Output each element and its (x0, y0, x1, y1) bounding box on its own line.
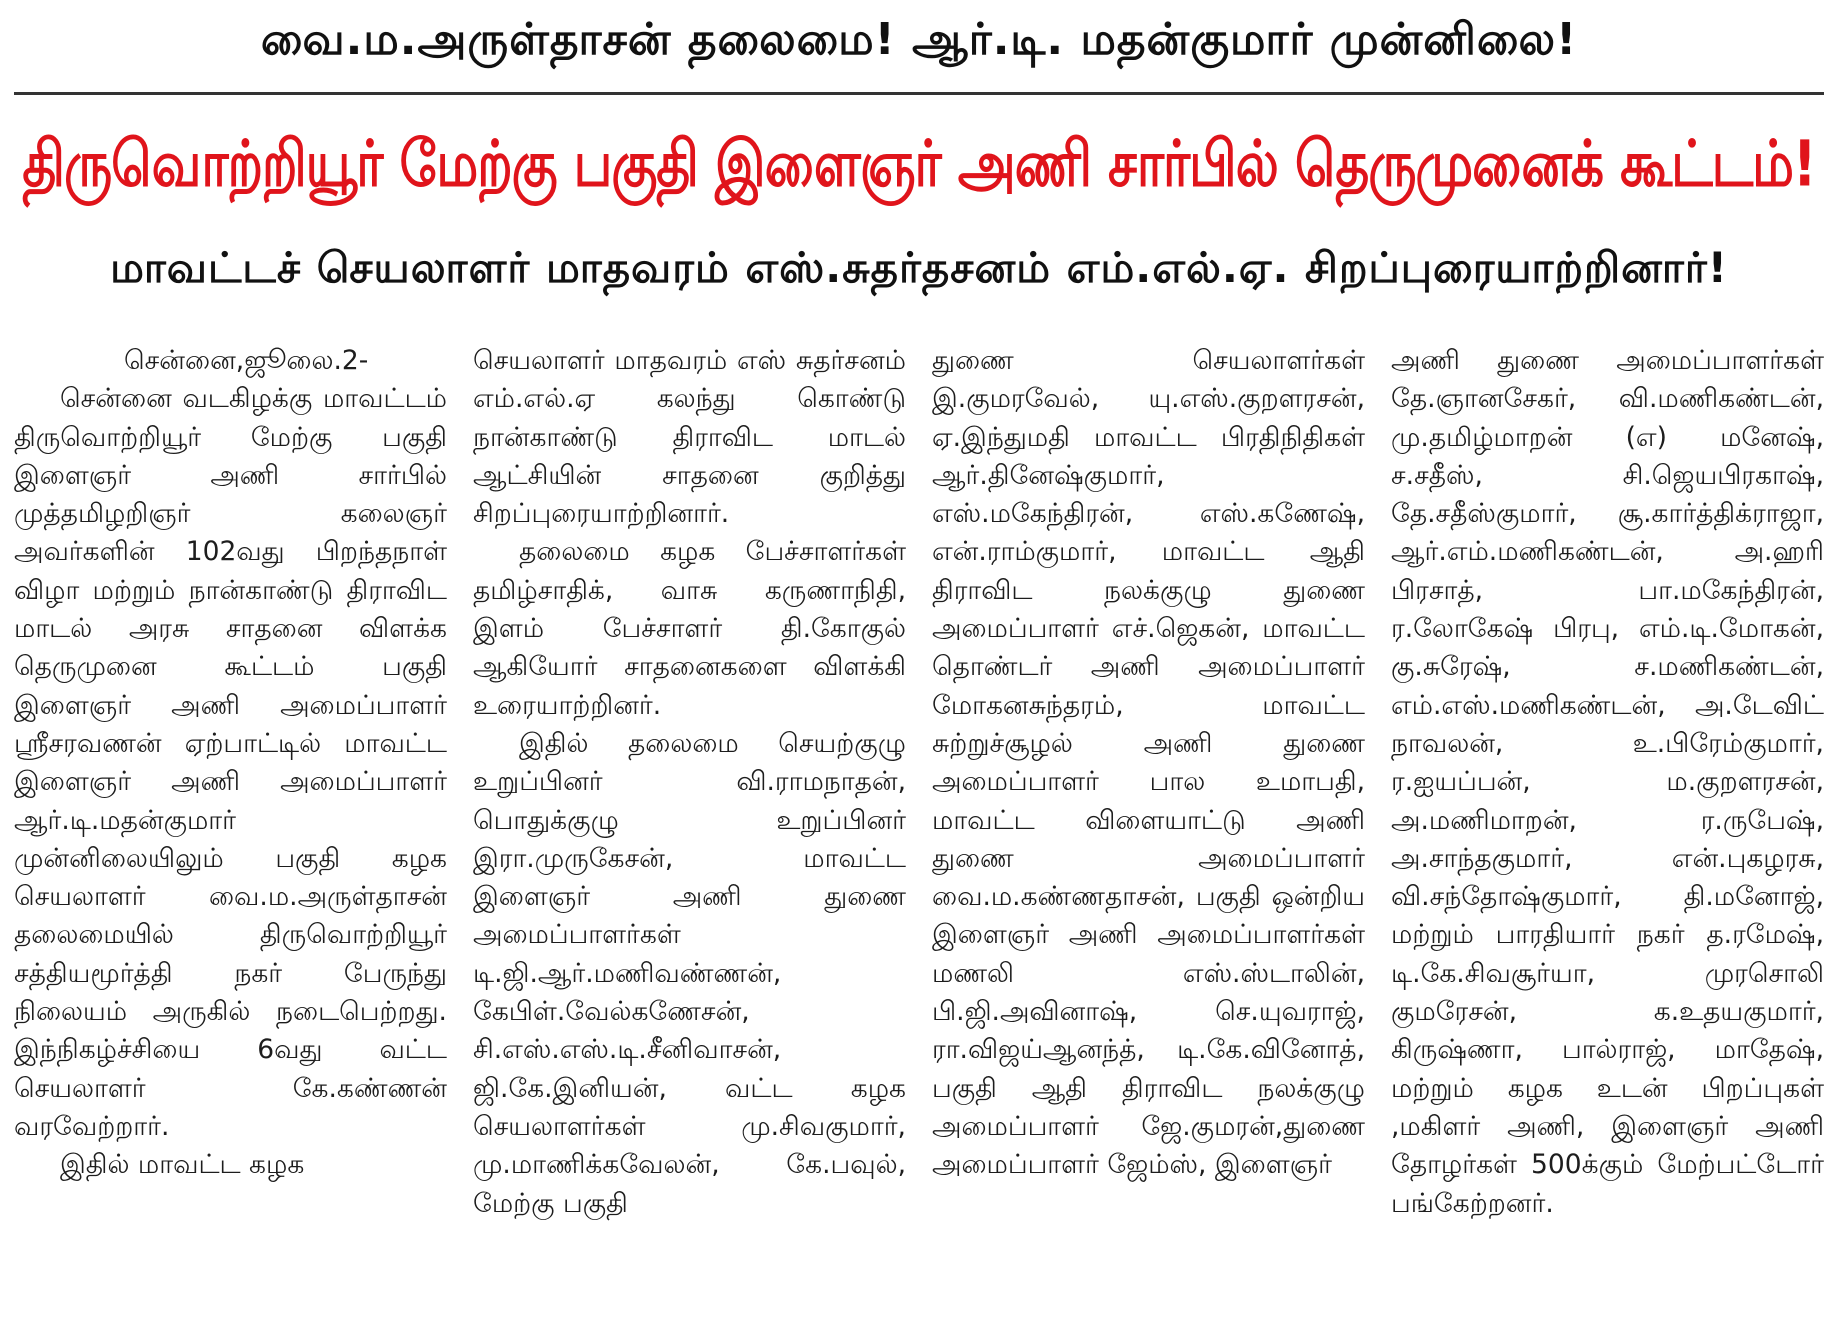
article-body (14, 342, 1824, 1327)
article-paragraph: இதில் தலைமை செயற்குழு உறுப்பினர் வி.ராமநாதன், பொதுக்குழு உறுப்பினர் இரா.முருகேசன், மாவட்ட இளைஞர் அணி துணை அமைப்பாளர்கள் டி.ஜி.ஆர்.மணிவண்ணன், கேபிள்.வேல்கணேசன், சி.எஸ்.எஸ்.டி.சீனிவாசன், ஜி.கே.இனியன், வட்ட கழக செயலாளர்கள் மு.சிவகுமார், மு.மாணிக்கவேலன், கே.பவுல், மேற்கு பகுதி (473, 727, 906, 1219)
article-column-3 (932, 342, 1365, 1327)
article-paragraph: தலைமை கழக பேச்சாளர்கள் தமிழ்சாதிக், வாசு கருணாநிதி, இளம் பேச்சாளர் தி.கோகுல் ஆகியோர் சாதனைகளை விளக்கி உரையாற்றினர். (473, 536, 906, 721)
article-column-2 (473, 342, 906, 1327)
article-paragraph: சென்னை வடகிழக்கு மாவட்டம் திருவொற்றியூர் மேற்கு பகுதி இளைஞர் அணி சார்பில் முத்தமிழறிஞர் கலைஞர் அவர்களின் 102வது பிறந்தநாள் விழா மற்றும் நான்காண்டு திராவிட மாடல் அரசு சாதனை விளக்க தெருமுனை கூட்டம் பகுதி இளைஞர் அணி அமைப்பாளர் ஸ்ரீசரவணன் ஏற்பாட்டில் மாவட்ட இளைஞர் அணி அமைப்பாளர் ஆர்.டி.மதன்குமார் முன்னிலையிலும் பகுதி கழக செயலாளர் வை.ம.அருள்தாசன் தலைமையில் திருவொற்றியூர் சத்தியமூர்த்தி நகர் பேருந்து நிலையம் அருகில் நடைபெற்றது. இந்நிகழ்ச்சியை 6வது வட்ட செயலாளர் கே.கண்ணன் வரவேற்றார். (14, 383, 447, 1142)
article-paragraph: செயலாளர் மாதவரம் எஸ் சுதர்சனம் எம்.எல்.ஏ கலந்து கொண்டு நான்காண்டு திராவிட மாடல் ஆட்சியின் சாதனை குறித்து சிறப்புரையாற்றினார். (473, 345, 906, 530)
kicker-headline: வை.ம.அருள்தாசன் தலைமை! ஆர்.டி. மதன்குமார் முன்னிலை! (260, 14, 1578, 65)
article-column-4 (1391, 342, 1824, 1327)
main-headline: திருவொற்றியூர் மேற்கு பகுதி இளைஞர் அணி சார்பில் தெருமுனைக் கூட்டம்! (22, 128, 1816, 202)
divider-rule (14, 92, 1824, 95)
sub-headline: மாவட்டச் செயலாளர் மாதவரம் எஸ்.சுதர்தசனம் எம்.எல்.ஏ. சிறப்புரையாற்றினார்! (110, 243, 1728, 292)
dateline: சென்னை,ஜூலை.2- (124, 345, 369, 376)
article-paragraph: துணை செயலாளர்கள் இ.குமரவேல், யு.எஸ்.குறளரசன், ஏ.இந்துமதி மாவட்ட பிரதிநிதிகள் ஆர்.தினேஷ்குமார், எஸ்.மகேந்திரன், எஸ்.கணேஷ், என்.ராம்குமார், மாவட்ட ஆதி திராவிட நலக்குழு துணை அமைப்பாளர் எச்.ஜெகன், மாவட்ட தொண்டர் அணி அமைப்பாளர் மோகனசுந்தரம், மாவட்ட சுற்றுச்சூழல் அணி துணை அமைப்பாளர் பால உமாபதி, மாவட்ட விளையாட்டு அணி துணை அமைப்பாளர் வை.ம.கண்ணதாசன், பகுதி ஒன்றிய இளைஞர் அணி அமைப்பாளர்கள் மணலி எஸ்.ஸ்டாலின், பி.ஜி.அவினாஷ், செ.யுவராஜ், ரா.விஜய்ஆனந்த், டி.கே.வினோத், பகுதி ஆதி திராவிட நலக்குழு அமைப்பாளர் ஜே.குமரன்,துணை அமைப்பாளர் ஜேம்ஸ், இளைஞர் (932, 345, 1365, 1181)
article-column-1 (14, 342, 447, 1327)
article-paragraph: இதில் மாவட்ட கழக (60, 1149, 305, 1181)
article-paragraph: அணி துணை அமைப்பாளர்கள் தே.ஞானசேகர், வி.மணிகண்டன், மு.தமிழ்மாறன் (எ) மனேஷ், ச.சதீஸ், சி.ஜெயபிரகாஷ், தே.சதீஸ்குமார், சூ.கார்த்திக்ராஜா, ஆர்.எம்.மணிகண்டன், அ.ஹரி பிரசாத், பா.மகேந்திரன், ர.லோகேஷ் பிரபு, எம்.டி.மோகன், கு.சுரேஷ், ச.மணிகண்டன், எம்.எஸ்.மணிகண்டன், அ.டேவிட் நாவலன், உ.பிரேம்குமார், ர.ஐயப்பன், ம.குறளரசன், அ.மணிமாறன், ர.ருபேஷ், அ.சாந்தகுமார், என்.புகழரசு, வி.சந்தோஷ்குமார், தி.மனோஜ், மற்றும் பாரதியார் நகர் த.ரமேஷ், டி.கே.சிவசூர்யா, முரசொலி குமரேசன், க.உதயகுமார், கிருஷ்ணா, பால்ராஜ், மாதேஷ், மற்றும் கழக உடன் பிறப்புகள் ,மகிளர் அணி, இளைஞர் அணி தோழர்கள் 500க்கும் மேற்பட்டோர் பங்கேற்றனர். (1391, 345, 1824, 1219)
